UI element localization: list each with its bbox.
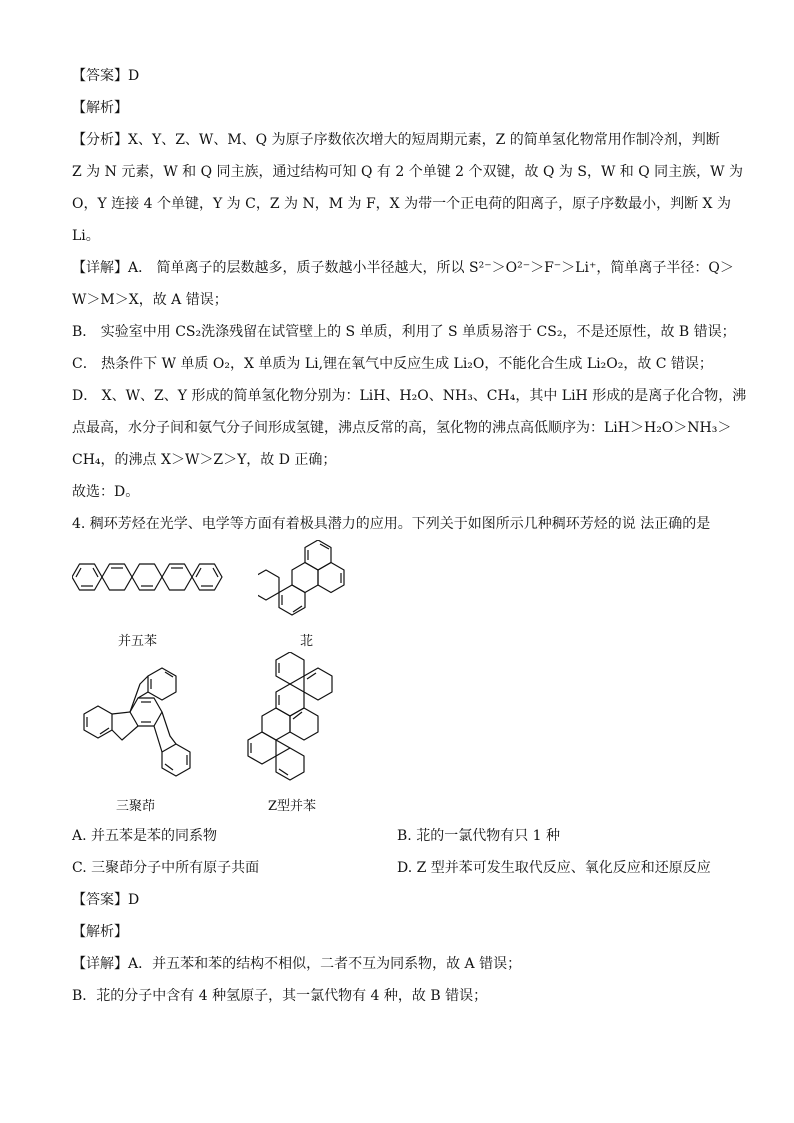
z-acene-label: Z型并苯 — [268, 799, 317, 814]
q3-detail-d-3: CH₄，的沸点 X＞W＞Z＞Y，故 D 正确； — [72, 452, 337, 468]
q3-fenxi-line-4: Li。 — [72, 228, 100, 244]
q3-detail-b: B． 实验室中用 CS₂洗涤残留在试管壁上的 S 单质，利用了 S 单质易溶于 CS₂，不是还原性，故 B 错误； — [72, 324, 736, 340]
q4-stem: 4. 稠环芳烃在光学、电学等方面有着极具潜力的应用。下列关于如图所示几种稠环芳烃的说 法正确的是 — [72, 516, 711, 532]
q3-choose: 故选：D。 — [72, 484, 140, 500]
q3-fenxi-line-3: O，Y 连接 4 个单键，Y 为 C，Z 为 N，M 为 F，X 为带一个正电荷的阳离子，原子序数最小，判断 X 为 — [72, 196, 731, 212]
q3-detail-d-1: D． X、W、Z、Y 形成的简单氢化物分别为：LiH、H₂O、NH₃、CH₄，其中 LiH 形成的是离子化合物，沸 — [72, 388, 747, 404]
q3-detail-a-2: W＞M＞X，故 A 错误； — [72, 292, 228, 308]
q3-answer: 【答案】D — [72, 68, 140, 84]
q4-analysis-heading: 【解析】 — [72, 924, 128, 940]
truxene-label: 三聚茚 — [116, 799, 156, 814]
perylene-label: 苝 — [300, 634, 314, 649]
z-acene-structure — [246, 652, 346, 792]
q3-detail-a-1: 【详解】A． 简单离子的层数越多，质子数越小半径越大，所以 S²⁻＞O²⁻＞F⁻＞Li⁺，简单离子半径：Q＞ — [72, 260, 734, 276]
q3-fenxi-line-1: 【分析】X、Y、Z、W、M、Q 为原子序数依次增大的短周期元素，Z 的简单氢化物常用作制冷剂，判断 — [72, 132, 720, 148]
option-c: C. 三聚茚分子中所有原子共面 — [72, 860, 260, 876]
perylene-structure — [258, 540, 348, 630]
q3-fenxi-line-2: Z 为 N 元素，W 和 Q 同主族，通过结构可知 Q 有 2 个单键 2 个双键，故 Q 为 S，W 和 Q 同主族，W 为 — [72, 164, 744, 180]
option-a: A. 并五苯是苯的同系物 — [72, 828, 218, 844]
q3-detail-d-2: 点最高，水分子间和氨气分子间形成氢键，沸点反常的高，氢化物的沸点高低顺序为：LiH＞H₂O＞NH₃＞ — [72, 420, 732, 436]
truxene-structure — [78, 662, 198, 792]
q3-analysis-heading: 【解析】 — [72, 100, 128, 116]
pentacene-label: 并五苯 — [118, 634, 158, 649]
q4-detail-b: B．苝的分子中含有 4 种氢原子，其一氯代物有 4 种，故 B 错误； — [72, 988, 488, 1004]
option-d: D. Z 型并苯可发生取代反应、氧化反应和还原反应 — [397, 860, 711, 876]
pentacene-structure — [72, 552, 232, 602]
q4-detail-a: 【详解】A．并五苯和苯的结构不相似，二者不互为同系物，故 A 错误； — [72, 956, 522, 972]
q4-answer: 【答案】D — [72, 892, 140, 908]
option-b: B. 苝的一氯代物有只 1 种 — [397, 828, 560, 844]
q3-detail-c: C． 热条件下 W 单质 O₂，X 单质为 Li,锂在氧气中反应生成 Li₂O，不能化合生成 Li₂O₂，故 C 错误； — [72, 356, 713, 372]
